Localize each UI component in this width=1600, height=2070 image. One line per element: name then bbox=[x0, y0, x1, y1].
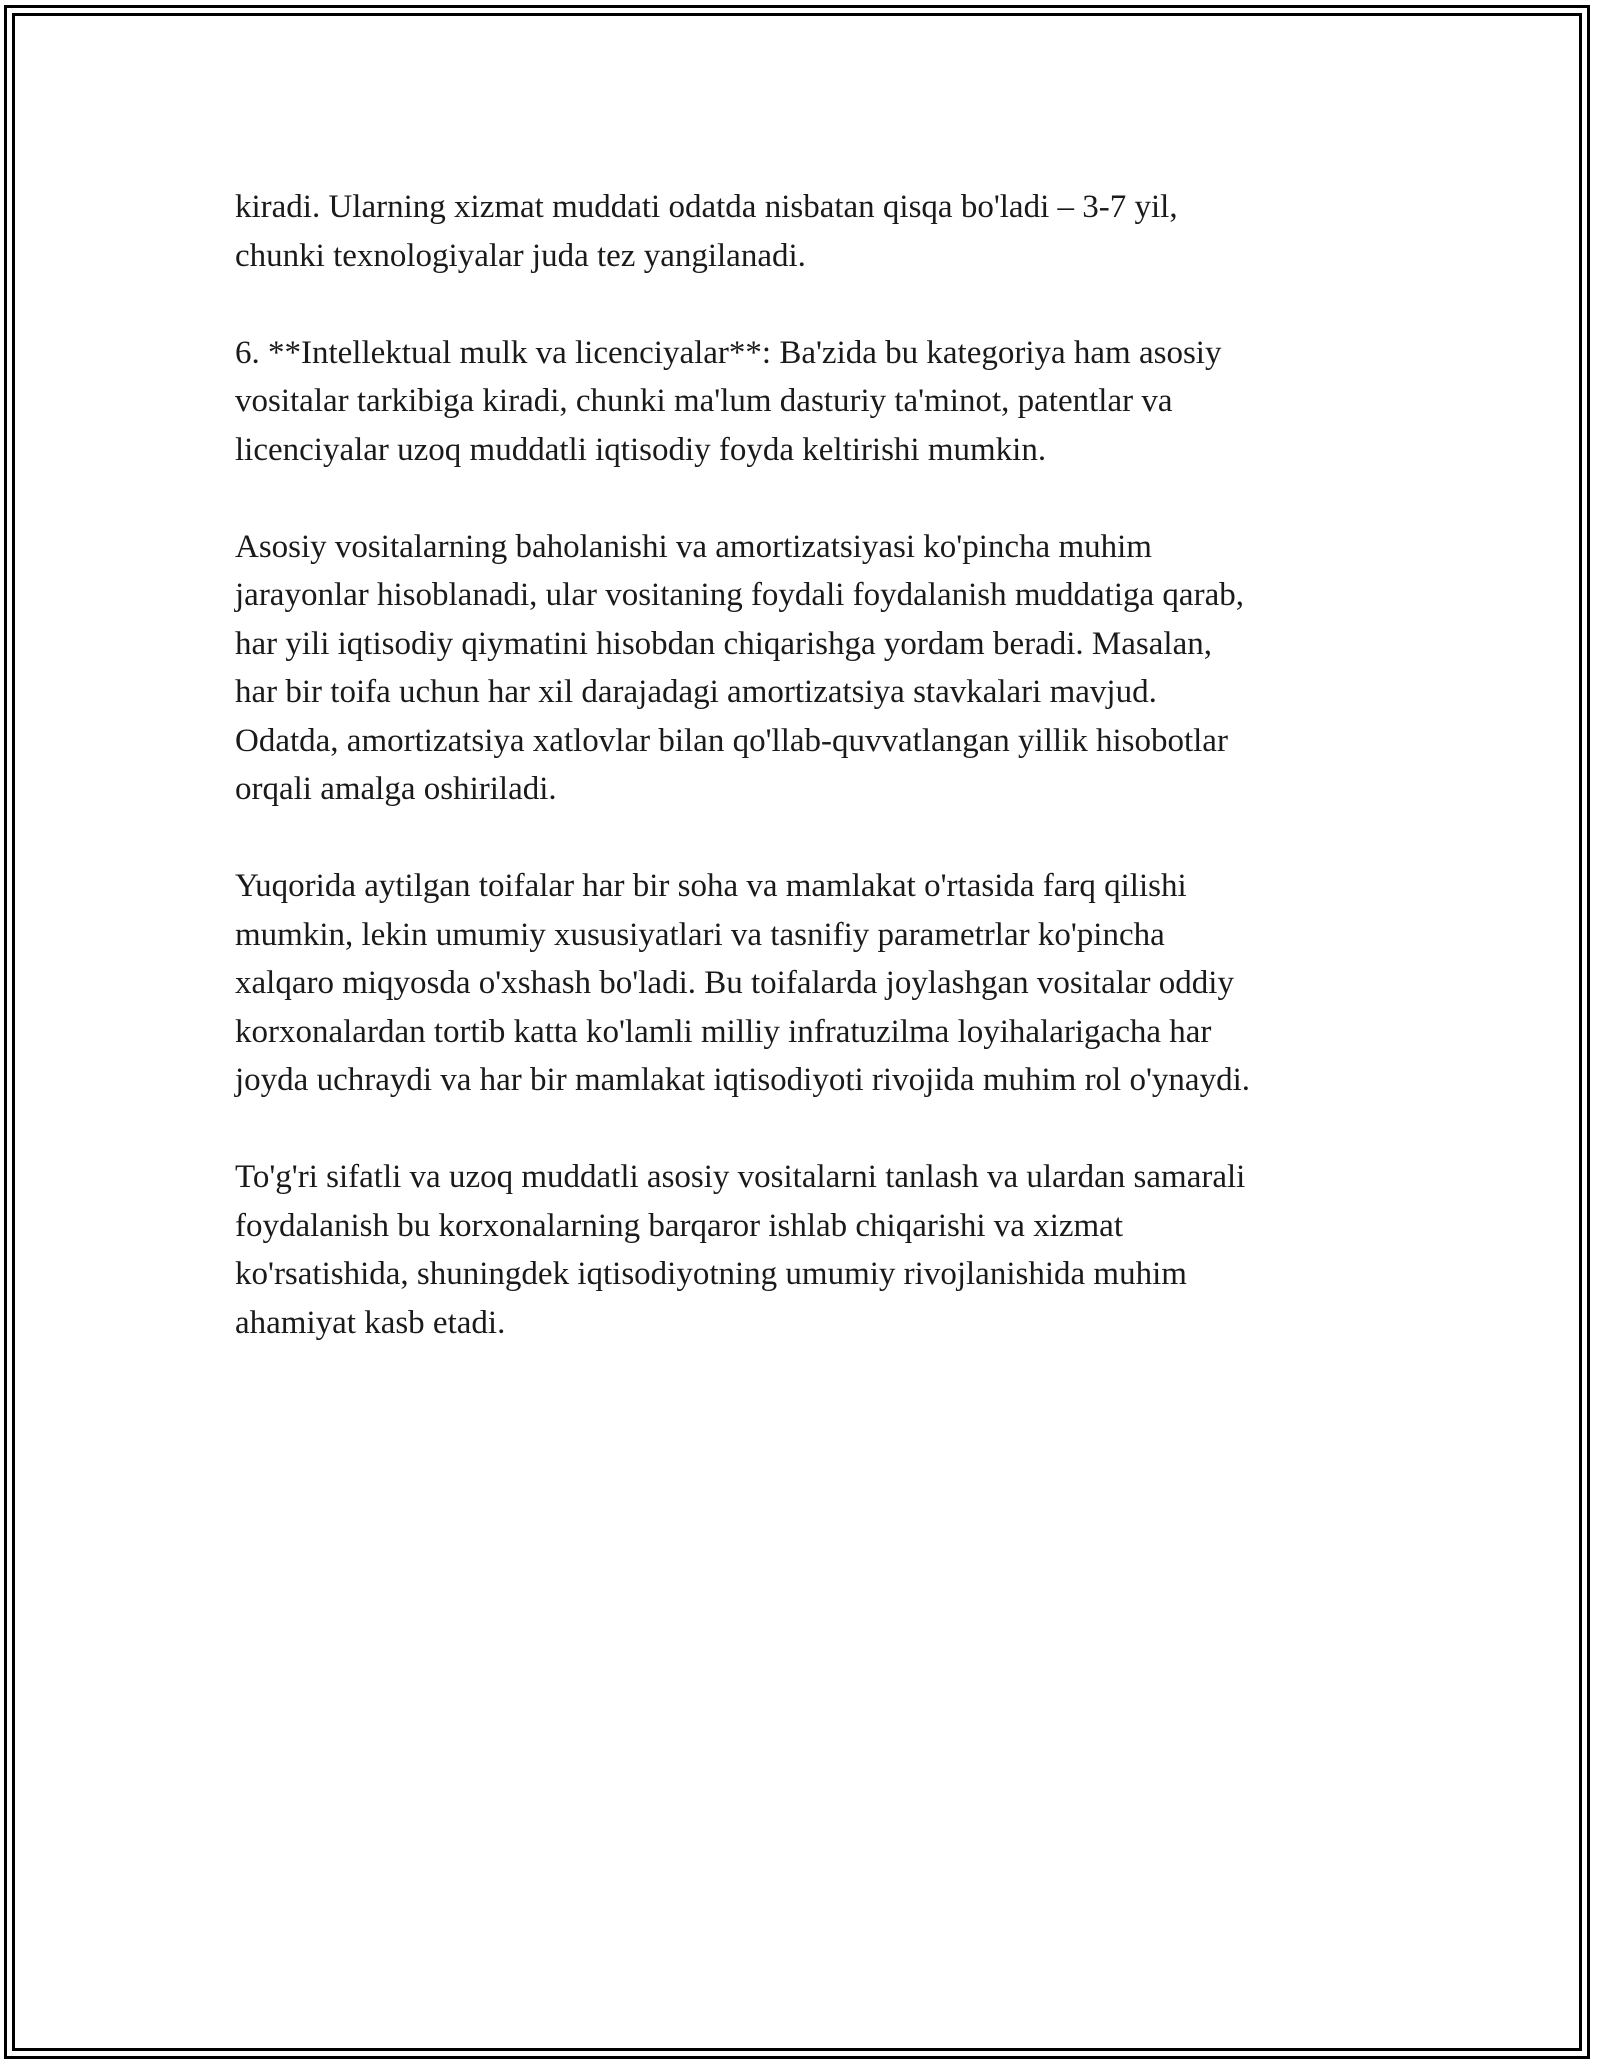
text-line: ko'rsatishida, shuningdek iqtisodiyotning umumiy rivojlanishida muhim bbox=[235, 1256, 1187, 1292]
paragraph-1 bbox=[235, 183, 1375, 280]
text-line: foydalanish bu korxonalarning barqaror ishlab chiqarishi va xizmat bbox=[235, 1207, 1123, 1244]
text-line: joyda uchraydi va har bir mamlakat iqtisodiyoti rivojida muhim rol o'ynaydi. bbox=[235, 1062, 1250, 1098]
text-line: 6. **Intellektual mulk va licenciyalar**: Ba'zida bu kategoriya ham asosiy bbox=[235, 334, 1222, 371]
text-line: mumkin, lekin umumiy xususiyatlari va tasnifiy parametrlar ko'pincha bbox=[235, 916, 1165, 953]
text-line: korxonalardan tortib katta ko'lamli milliy infratuzilma loyihalarigacha har bbox=[235, 1013, 1212, 1050]
text-line: vositalar tarkibiga kiradi, chunki ma'lum dasturiy ta'minot, patentlar va bbox=[235, 383, 1173, 419]
paragraph-3 bbox=[235, 523, 1375, 814]
text-line: Odatda, amortizatsiya xatlovlar bilan qo'llab-quvvatlangan yillik hisobotlar bbox=[235, 722, 1228, 759]
text-line: har yili iqtisodiy qiymatini hisobdan chiqarishga yordam beradi. Masalan, bbox=[235, 625, 1212, 662]
text-line: To'g'ri sifatli va uzoq muddatli asosiy vositalarni tanlash va ulardan samarali bbox=[235, 1159, 1246, 1195]
text-line: ahamiyat kasb etadi. bbox=[235, 1304, 506, 1341]
text-line: licenciyalar uzoq muddatli iqtisodiy foyda keltirishi mumkin. bbox=[235, 431, 1047, 468]
paragraph-2 bbox=[235, 329, 1375, 475]
text-line: jarayonlar hisoblanadi, ular vositaning foydali foydalanish muddatiga qarab, bbox=[235, 577, 1244, 613]
text-line: Asosiy vositalarning baholanishi va amortizatsiyasi ko'pincha muhim bbox=[235, 528, 1152, 565]
paragraph-4 bbox=[235, 862, 1375, 1105]
text-line: Yuqorida aytilgan toifalar har bir soha va mamlakat o'rtasida farq qilishi bbox=[235, 868, 1187, 904]
text-line: har bir toifa uchun har xil darajadagi amortizatsiya stavkalari mavjud. bbox=[235, 674, 1157, 710]
text-line: kiradi. Ularning xizmat muddati odatda nisbatan qisqa bo'ladi – 3-7 yil, bbox=[235, 189, 1178, 225]
text-line: chunki texnologiyalar juda tez yangilanadi. bbox=[235, 237, 806, 274]
document-body bbox=[235, 183, 1375, 1396]
text-line: xalqaro miqyosda o'xshash bo'ladi. Bu toifalarda joylashgan vositalar oddiy bbox=[235, 965, 1234, 1001]
paragraph-5 bbox=[235, 1153, 1375, 1347]
text-line: orqali amalga oshiriladi. bbox=[235, 771, 557, 807]
